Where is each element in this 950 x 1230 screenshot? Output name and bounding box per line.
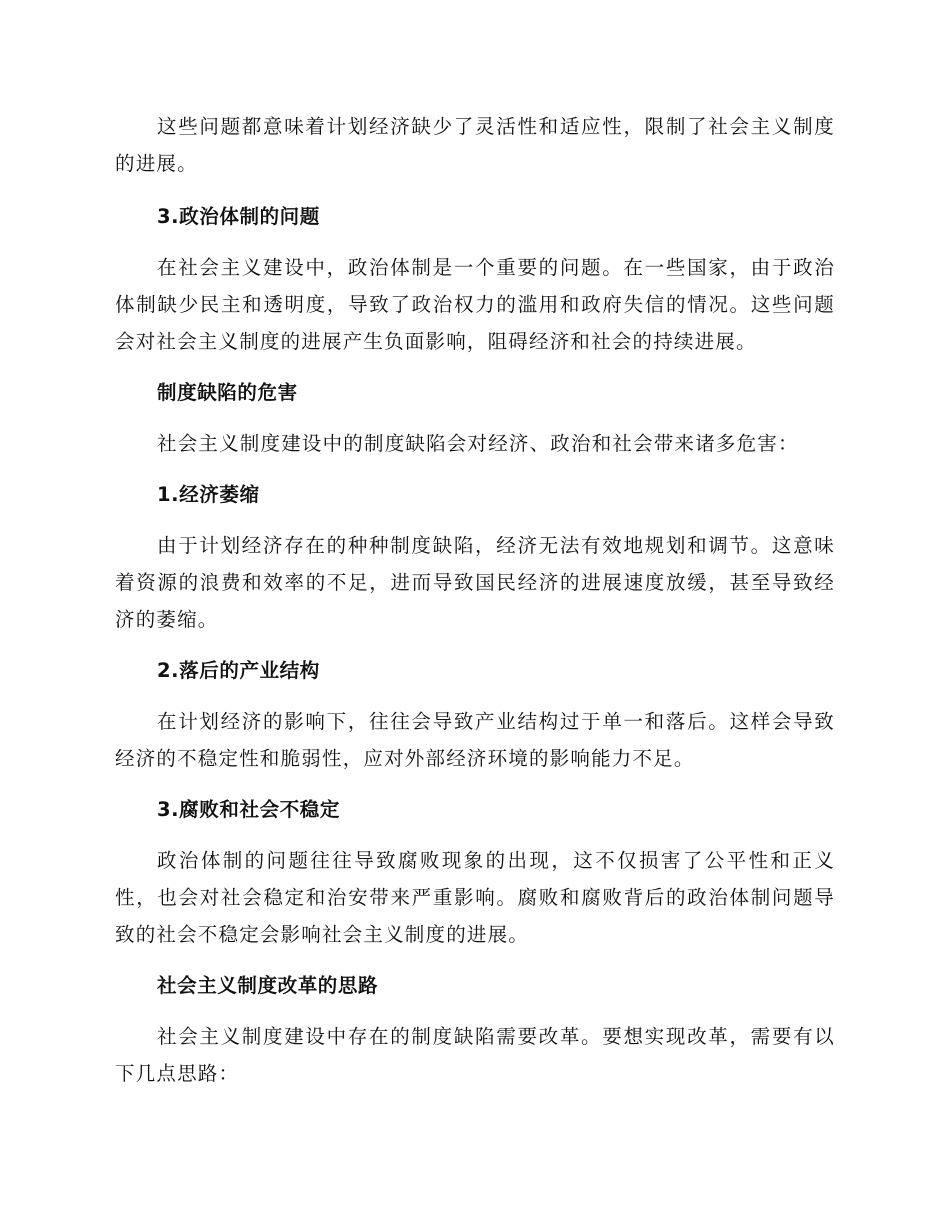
paragraph-corruption-instability: 政治体制的问题往往导致腐败现象的出现，这不仅损害了公平性和正义性，也会对社会稳定和治安带来严重影响。腐败和腐败背后的政治体制问题导致的社会不稳定会影响社会主义制度的进展。: [115, 849, 835, 946]
paragraph-planned-economy-summary: 这些问题都意味着计划经济缺少了灵活性和适应性，限制了社会主义制度的进展。: [115, 115, 835, 175]
heading-backward-industry: 2.落后的产业结构: [157, 659, 320, 682]
paragraph-harms-intro: 社会主义制度建设中的制度缺陷会对经济、政治和社会带来诸多危害：: [157, 432, 799, 455]
heading-reform-ideas: 社会主义制度改革的思路: [157, 974, 379, 997]
document-body: [115, 108, 835, 1092]
heading-corruption-instability: 3.腐败和社会不稳定: [157, 798, 340, 821]
paragraph-political-system: 在社会主义建设中，政治体制是一个重要的问题。在一些国家，由于政治体制缺少民主和透明度，导致了政治权力的滥用和政府失信的情况。这些问题会对社会主义制度的进展产生负面影响，阻碍经济和社会的持续进展。: [115, 256, 835, 353]
paragraph-backward-industry: 在计划经济的影响下，往往会导致产业结构过于单一和落后。这样会导致经济的不稳定性和脆弱性，应对外部经济环境的影响能力不足。: [115, 710, 835, 770]
heading-harms-of-defects: 制度缺陷的危害: [157, 381, 298, 404]
paragraph-reform-ideas: 社会主义制度建设中存在的制度缺陷需要改革。要想实现改革，需要有以下几点思路：: [115, 1025, 835, 1085]
heading-political-system-problem: 3.政治体制的问题: [157, 205, 320, 228]
heading-economic-shrinkage: 1.经济萎缩: [157, 483, 260, 506]
paragraph-economic-shrinkage: 由于计划经济存在的种种制度缺陷，经济无法有效地规划和调节。这意味着资源的浪费和效率的不足，进而导致国民经济的进展速度放缓，甚至导致经济的萎缩。: [115, 534, 835, 631]
